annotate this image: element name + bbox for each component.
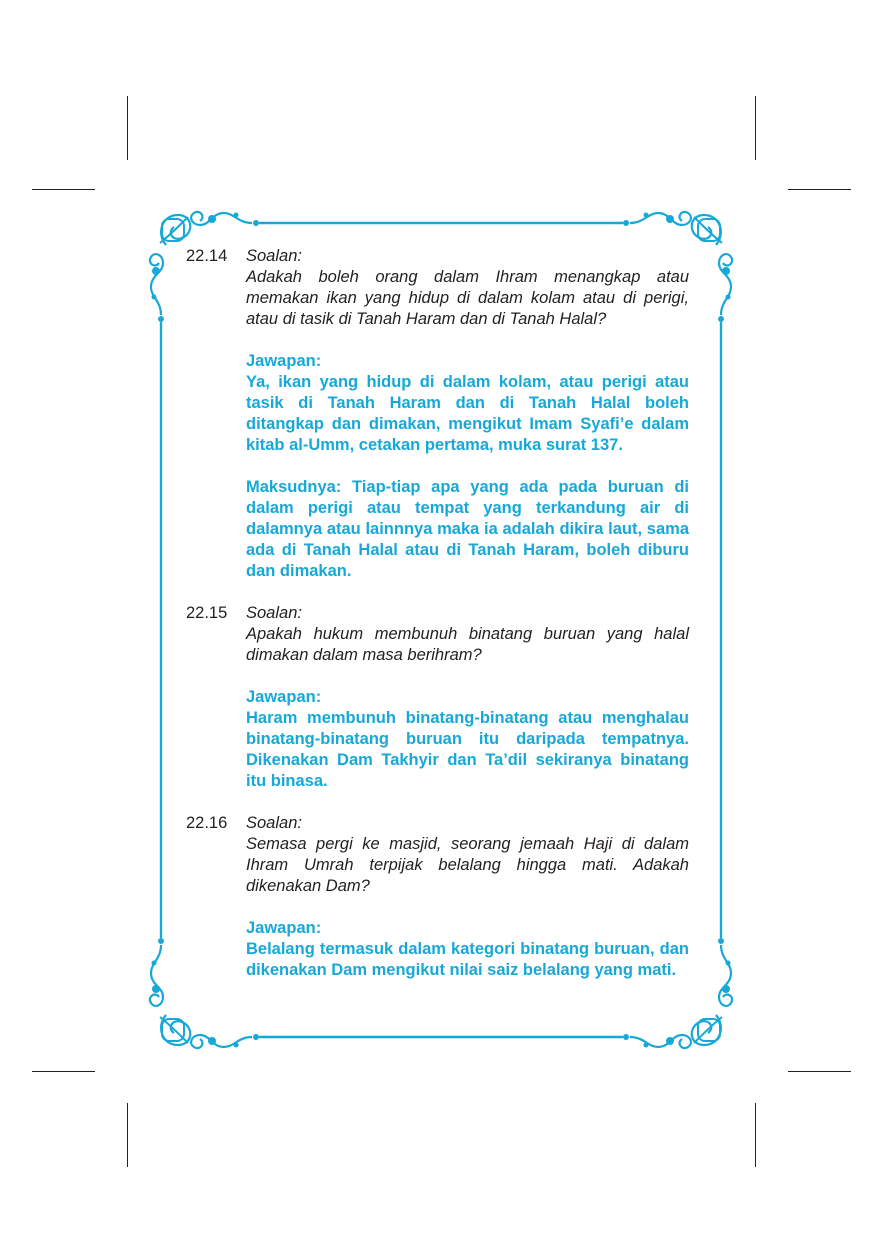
qa-body <box>246 246 689 582</box>
item-number: 22.14 <box>186 247 228 265</box>
question-text: Semasa pergi ke masjid, seorang jemaah Haji di dalam Ihram Umrah terpijak belalang hingga mati. Adakah dikenakan Dam? <box>246 835 689 895</box>
jawapan-label: Jawapan: <box>246 688 322 706</box>
qa-item <box>186 246 689 582</box>
jawapan-label: Jawapan: <box>246 919 322 937</box>
qa-item <box>186 813 689 981</box>
answer-text: Haram membunuh binatang-binatang atau menghalau binatang-binatang buruan itu daripada tempatnya. Dikenakan Dam Takhyir dan Ta’dil sekiranya binatang itu binasa. <box>246 709 689 790</box>
qa-item <box>186 603 689 792</box>
crop-mark-bottom-left-h <box>32 1071 95 1072</box>
answer-text: Belalang termasuk dalam kategori binatang buruan, dan dikenakan Dam mengikut nilai saiz belalang yang mati. <box>246 940 689 979</box>
item-number: 22.16 <box>186 814 228 832</box>
crop-mark-top-right-h <box>788 189 851 190</box>
jawapan-label: Jawapan: <box>246 352 322 370</box>
item-number: 22.15 <box>186 604 228 622</box>
qa-body <box>246 603 689 792</box>
soalan-label: Soalan: <box>246 247 302 265</box>
qa-content <box>186 246 689 981</box>
question-text: Adakah boleh orang dalam Ihram menangkap atau memakan ikan yang hidup di dalam kolam atau di perigi, atau di tasik di Tanah Haram dan di Tanah Halal? <box>246 268 689 328</box>
crop-mark-top-left-v <box>127 96 128 160</box>
crop-mark-top-right-v <box>755 96 756 160</box>
soalan-label: Soalan: <box>246 604 302 622</box>
answer-text: Ya, ikan yang hidup di dalam kolam, atau perigi atau tasik di Tanah Haram dan di Tanah Halal boleh ditangkap dan dimakan, mengikut Imam Syafi’e dalam kitab al-Umm, cetakan pertama, muka surat 137. <box>246 373 689 454</box>
answer-explanation-text: Maksudnya: Tiap-tiap apa yang ada pada buruan di dalam perigi atau tempat yang terkandung air di dalamnya atau lainnnya maka ia adalah dikira laut, sama ada di Tanah Halal atau di Tanah Haram, boleh diburu dan dimakan. <box>246 478 689 580</box>
crop-mark-bottom-left-v <box>127 1103 128 1167</box>
question-text: Apakah hukum membunuh binatang buruan yang halal dimakan dalam masa berihram? <box>246 625 689 664</box>
crop-mark-top-left-h <box>32 189 95 190</box>
qa-body <box>246 813 689 981</box>
crop-mark-bottom-right-h <box>788 1071 851 1072</box>
crop-mark-bottom-right-v <box>755 1103 756 1167</box>
soalan-label: Soalan: <box>246 814 302 832</box>
